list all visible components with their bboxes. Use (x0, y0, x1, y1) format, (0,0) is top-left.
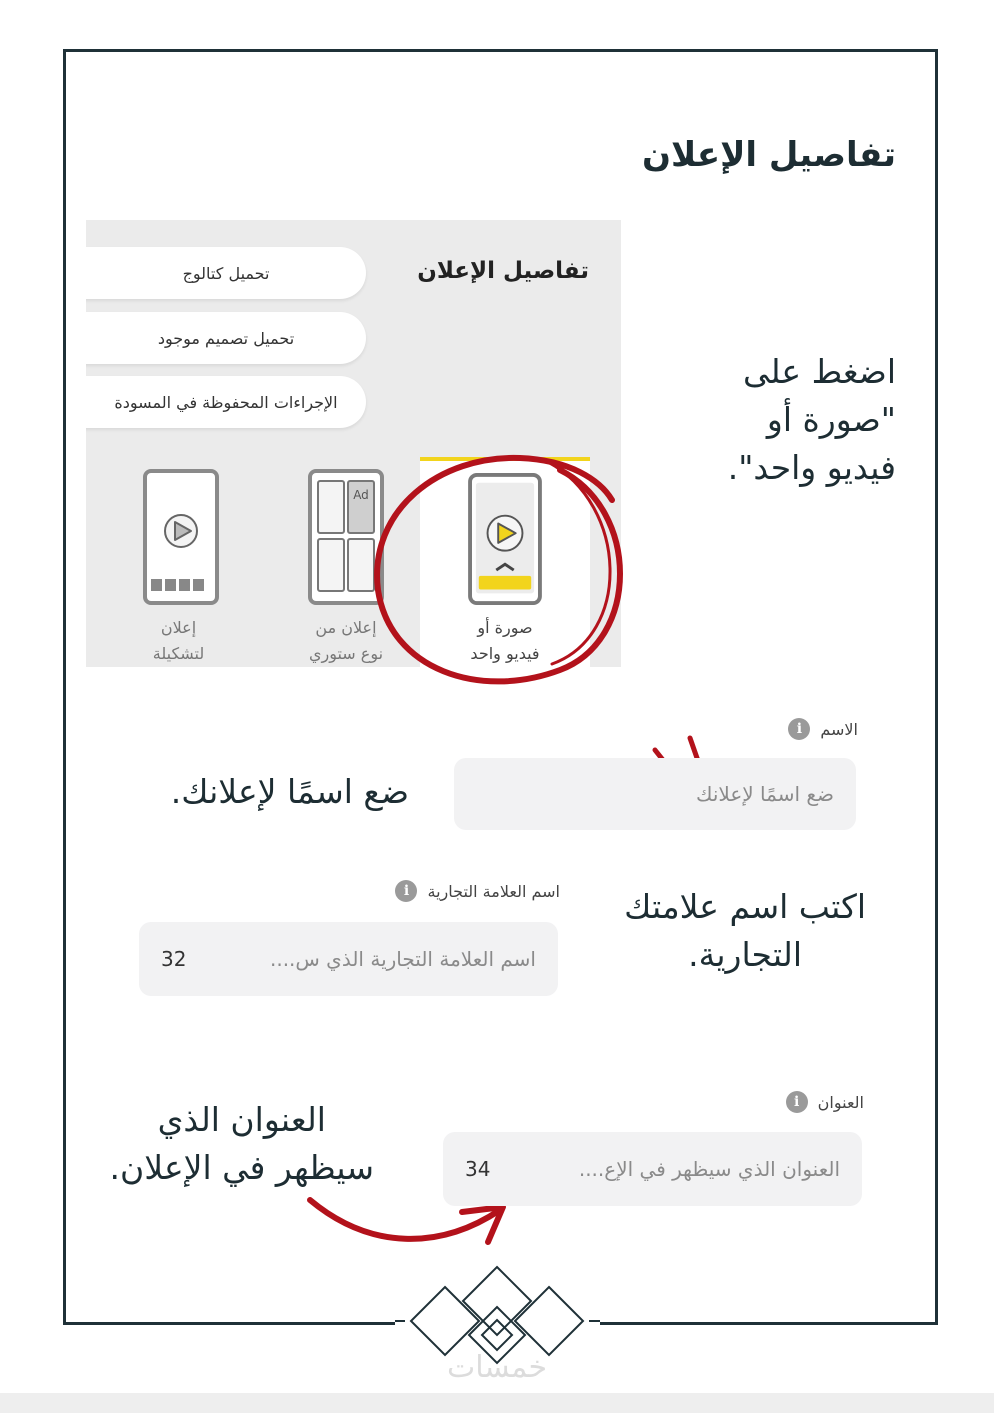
brand-placeholder: اسم العلامة التجارية الذي س.... (269, 947, 536, 971)
instruction-select-format: اضغط على "صورة أو فيديو واحد". (727, 352, 896, 487)
format-single-image-video[interactable] (420, 457, 590, 667)
upload-existing-design-button[interactable] (86, 312, 366, 364)
watermark-text: خمسات (446, 1350, 548, 1385)
format-story-label: إعلان من نوع ستوري (308, 618, 384, 663)
ad-format-list (141, 457, 621, 667)
info-icon[interactable]: i (395, 880, 417, 902)
ad-details-screenshot (86, 220, 621, 667)
page-bottom-strip (0, 1393, 994, 1413)
format-carousel-label: إعلان لتشكيلة (152, 618, 205, 663)
saved-drafts-label: الإجراءات المحفوظة في المسودة (114, 392, 338, 412)
headline-char-counter: 34 (465, 1157, 491, 1181)
ad-badge: Ad (353, 488, 369, 502)
instruction-headline: العنوان الذي سيظهر في الإعلان. (109, 1100, 374, 1187)
name-field-label: الاسم i (788, 718, 858, 740)
info-icon[interactable]: i (788, 718, 810, 740)
instruction-brand-name: اكتب اسم علامتك التجارية. (624, 887, 866, 974)
story-ad-phone-icon (306, 469, 386, 605)
single-media-phone-icon (465, 473, 545, 605)
name-placeholder: ضع اسمًا لإعلانك (695, 782, 834, 806)
headline-input[interactable] (443, 1132, 862, 1206)
format-single-label: صورة أو فيديو واحد (470, 618, 540, 663)
name-input[interactable] (454, 758, 856, 830)
format-carousel[interactable] (121, 457, 261, 667)
info-icon[interactable]: i (786, 1091, 808, 1113)
upload-existing-design-label: تحميل تصميم موجود (157, 328, 295, 348)
brand-field-label: اسم العلامة التجارية i (395, 880, 560, 902)
instruction-ad-name: ضع اسمًا لإعلانك. (170, 772, 409, 811)
upload-catalog-button[interactable] (86, 247, 366, 299)
format-story-ad[interactable] (271, 457, 421, 667)
brand-name-input[interactable] (139, 922, 558, 996)
headline-placeholder: العنوان الذي سيظهر في الإع.... (578, 1157, 840, 1181)
brand-char-counter: 32 (161, 947, 187, 971)
page-title: تفاصيل الإعلان (642, 135, 896, 175)
headline-field-label: العنوان i (786, 1091, 864, 1113)
screenshot-title: تفاصيل الإعلان (417, 258, 589, 284)
carousel-phone-icon (141, 469, 221, 605)
upload-catalog-label: تحميل كتالوج (182, 263, 270, 283)
saved-drafts-button[interactable] (86, 376, 366, 428)
